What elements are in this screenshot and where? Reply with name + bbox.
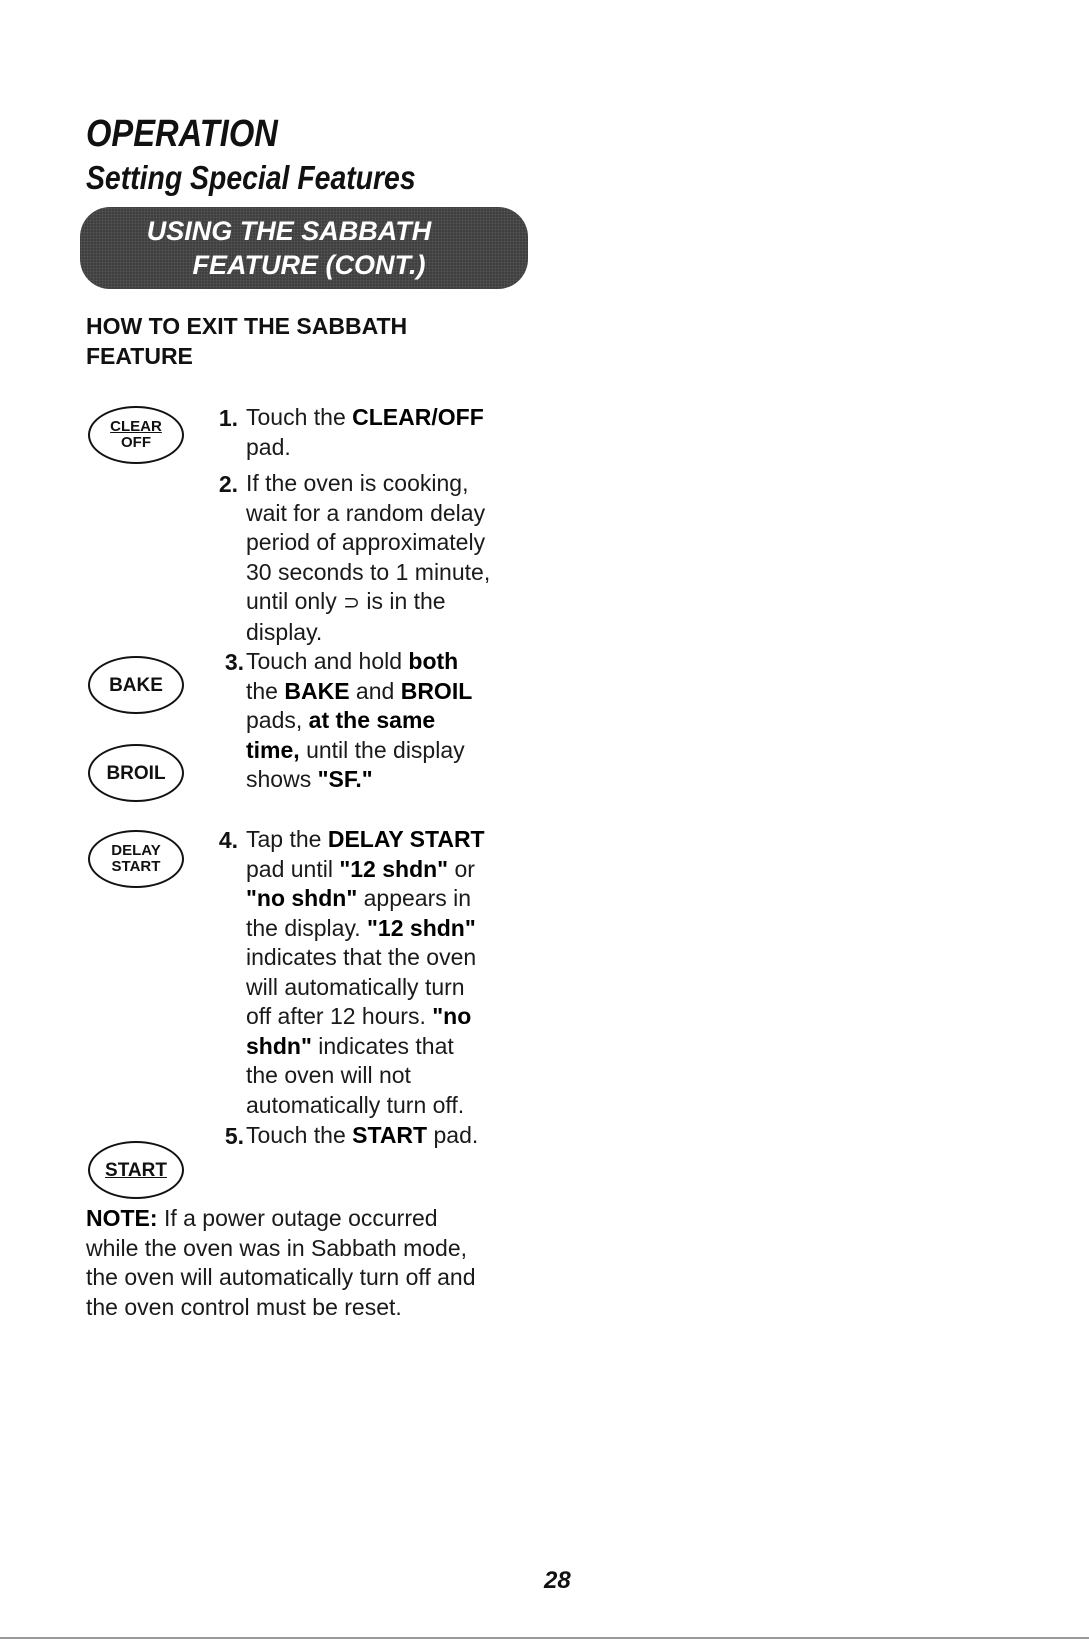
broil-pad-icon: [88, 744, 184, 802]
step-line: Touch the CLEAR/OFF: [246, 404, 484, 430]
step-line: Tap the DELAY START: [246, 826, 485, 852]
step-line: shows "SF.": [246, 766, 373, 792]
step-line: will automatically turn: [246, 973, 465, 1000]
step-line: the display. "12 shdn": [246, 914, 476, 941]
step-line: automatically turn off.: [246, 1091, 465, 1118]
step-line: pad.: [246, 433, 291, 460]
delay-start-pad-line-1: DELAY: [111, 842, 161, 859]
section-title: OPERATION: [86, 113, 278, 155]
note-line-2: while the oven was in Sabbath mode,: [86, 1234, 468, 1261]
clear-off-pad-icon: [88, 406, 184, 464]
bottom-rule: [0, 1637, 1089, 1639]
bake-pad-label: BAKE: [109, 674, 163, 696]
step-line: "no shdn" appears in: [246, 885, 472, 911]
step-line: shdn" indicates that: [246, 1032, 454, 1059]
step-line: off after 12 hours. "no: [246, 1003, 472, 1029]
step-line: the BAKE and BROIL: [246, 677, 473, 704]
step-line: pads, at the same: [246, 707, 436, 733]
step-number: 4.: [218, 827, 238, 853]
step-text: [246, 403, 536, 462]
banner-line-1: USING THE SABBATH: [146, 216, 432, 246]
banner-line-2: FEATURE (CONT.): [192, 250, 426, 280]
step-line: period of approximately: [246, 529, 486, 555]
step-line: wait for a random delay: [246, 499, 486, 526]
step-text: [246, 469, 536, 647]
step-line: Touch and hold both: [246, 648, 459, 674]
feature-banner: [80, 207, 528, 289]
step-number: 2.: [218, 471, 238, 497]
bake-pad-icon: [88, 656, 184, 714]
clear-off-pad-line-2: OFF: [121, 434, 151, 451]
step-text: [246, 825, 536, 1120]
note-line-3: the oven will automatically turn off and: [86, 1264, 476, 1290]
step-number: 5.: [224, 1123, 244, 1149]
step-number: 1.: [218, 405, 238, 431]
step-text: [246, 647, 536, 795]
step-line: the oven will not: [246, 1062, 411, 1088]
sabbath-symbol-icon: ⊃: [343, 590, 360, 614]
section-heading-line-2: FEATURE: [86, 343, 193, 369]
note-line-4: the oven control must be reset.: [86, 1293, 402, 1320]
start-pad-icon: [88, 1141, 184, 1199]
note-label: NOTE:: [86, 1205, 158, 1231]
step-line: Touch the START pad.: [246, 1122, 479, 1148]
step-line: display.: [246, 618, 323, 645]
delay-start-pad-icon: [88, 830, 184, 888]
start-pad-label: START: [105, 1159, 167, 1181]
page-subtitle: Setting Special Features: [86, 159, 416, 196]
delay-start-pad-line-2: START: [111, 858, 161, 875]
page-number: 28: [544, 1567, 571, 1594]
step-line: time, until the display: [246, 736, 465, 763]
step-line: indicates that the oven: [246, 944, 477, 970]
step-line: pad until "12 shdn" or: [246, 855, 475, 882]
step-line: until only ⊃ is in the: [246, 588, 446, 614]
step-line: If the oven is cooking,: [246, 470, 469, 496]
broil-pad-label: BROIL: [106, 762, 166, 784]
section-heading: [86, 311, 526, 371]
step-number: 3.: [224, 649, 244, 675]
step-line: 30 seconds to 1 minute,: [246, 558, 491, 585]
step-text: [246, 1121, 566, 1151]
note-line-1: If a power outage occurred: [157, 1205, 438, 1231]
note-paragraph: [86, 1204, 546, 1322]
clear-off-pad-line-1: CLEAR: [110, 418, 162, 435]
section-heading-line-1: HOW TO EXIT THE SABBATH: [86, 313, 408, 339]
